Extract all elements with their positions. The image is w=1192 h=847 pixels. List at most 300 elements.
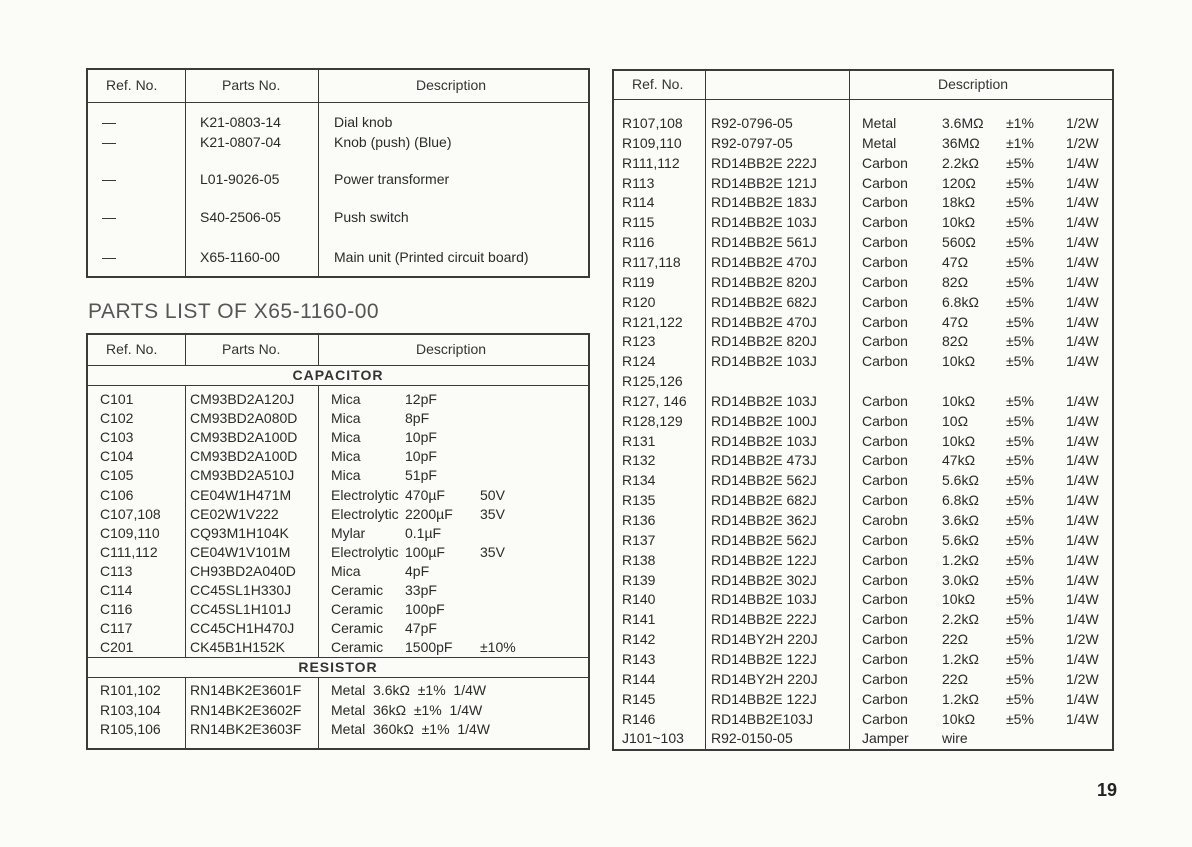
value-cell: 3.6MΩ <box>942 115 984 131</box>
table-row <box>614 252 1112 272</box>
description-cell: Metal 360kΩ ±1% 1/4W <box>331 721 490 737</box>
rating-cell: 35V <box>480 543 505 560</box>
value-cell: 100µF <box>405 543 445 560</box>
wattage-cell: 1/4W <box>1066 512 1099 528</box>
wattage-cell: 1/4W <box>1066 154 1099 171</box>
rating-cell: 35V <box>480 505 505 522</box>
table-row <box>614 312 1112 332</box>
resistor-section-header: RESISTOR <box>88 657 588 678</box>
description-cell: Main unit (Printed circuit board) <box>334 249 529 265</box>
wattage-cell: 1/4W <box>1066 194 1099 211</box>
description-cell: Power transformer <box>334 171 450 187</box>
parts-no-cell: RD14BB2E 682J <box>711 293 817 310</box>
parts-no-cell: RD14BB2E 820J <box>711 333 817 350</box>
wattage-cell: 1/4W <box>1066 551 1099 568</box>
table-row <box>88 638 588 657</box>
parts-no-cell: X65-1160-00 <box>200 249 280 265</box>
tolerance-cell: ±5% <box>1006 253 1034 270</box>
tolerance-cell: ±5% <box>1006 412 1034 429</box>
component-type-cell: Ceramic <box>331 620 384 637</box>
component-type-cell: Carbon <box>862 452 908 469</box>
parts-no-cell: RD14BB2E 122J <box>711 551 817 568</box>
parts-no-cell: CC45SL1H330J <box>190 582 292 598</box>
table-row <box>88 132 588 152</box>
ref-no-cell: R124 <box>622 353 656 370</box>
parts-no-cell: RD14BB2E103J <box>711 710 813 727</box>
table-row <box>614 728 1112 748</box>
component-type-cell: Carbon <box>862 174 908 191</box>
component-type-cell: Carbon <box>862 214 908 231</box>
ref-no-cell: R121,122 <box>622 313 683 330</box>
parts-no-cell: RD14BB2E 562J <box>711 531 817 548</box>
wattage-cell: 1/4W <box>1066 432 1099 449</box>
tolerance-cell: ±5% <box>1006 512 1034 528</box>
parts-list-title: PARTS LIST OF X65-1160-00 <box>88 300 380 323</box>
tolerance-cell: ±5% <box>1006 333 1034 350</box>
table-row <box>88 466 588 485</box>
table-row <box>614 192 1112 212</box>
ref-no-cell: R142 <box>622 631 656 648</box>
wattage-cell: 1/4W <box>1066 313 1099 330</box>
wattage-cell: 1/4W <box>1066 472 1099 489</box>
ref-no-cell: C114 <box>100 582 133 598</box>
ref-no-cell: R109,110 <box>622 134 682 151</box>
component-type-cell: Carbon <box>862 353 908 370</box>
tolerance-cell: ±5% <box>1006 432 1034 449</box>
value-cell: 22Ω <box>942 631 969 648</box>
table-row <box>614 232 1112 252</box>
ref-no-cell: C201 <box>100 639 134 656</box>
top-table-header <box>88 70 588 103</box>
component-type-cell: Carbon <box>862 293 908 310</box>
parts-no-cell: RD14BB2E 183J <box>711 194 817 211</box>
table-row <box>88 600 588 619</box>
ref-no-cell: — <box>102 134 116 150</box>
component-type-cell: Carbon <box>862 154 908 171</box>
component-type-cell: Carbon <box>862 492 908 509</box>
parts-no-cell: RD14BB2E 103J <box>711 591 817 608</box>
value-cell: 82Ω <box>942 273 969 290</box>
table-row <box>88 390 588 409</box>
component-type-cell: Mylar <box>331 524 366 541</box>
component-type-cell: Carbon <box>862 432 908 449</box>
ref-no-cell: R120 <box>622 293 656 310</box>
wattage-cell: 1/4W <box>1066 710 1099 727</box>
ref-no-cell: R138 <box>622 551 656 568</box>
table-row <box>88 720 588 739</box>
parts-no-cell: CM93BD2A100D <box>190 448 298 465</box>
value-cell: 120Ω <box>942 174 976 191</box>
ref-no-cell: R136 <box>622 512 656 528</box>
wattage-cell: 1/2W <box>1066 631 1099 648</box>
parts-no-cell: CQ93M1H104K <box>190 524 289 541</box>
component-type-cell: Carbon <box>862 472 908 489</box>
table-row <box>614 629 1112 649</box>
ref-no-cell: R131 <box>622 432 656 449</box>
parts-no-cell: RD14BB2E 682J <box>711 492 817 509</box>
parts-no-cell: RD14BB2E 103J <box>711 392 817 409</box>
component-type-cell: Carbon <box>862 690 908 707</box>
parts-no-cell: CK45B1H152K <box>190 639 285 656</box>
tolerance-cell: ±1% <box>1006 134 1034 151</box>
ref-no-cell: R123 <box>622 333 656 350</box>
header-description: Description <box>416 77 487 93</box>
header-ref-no: Ref. No. <box>106 341 158 357</box>
component-type-cell: Carbon <box>862 571 908 588</box>
wattage-cell: 1/4W <box>1066 353 1099 370</box>
value-cell: 470µF <box>405 486 445 503</box>
component-type-cell: Mica <box>331 448 361 465</box>
table-row <box>614 351 1112 371</box>
ref-no-cell: C109,110 <box>100 524 160 541</box>
value-cell: 10kΩ <box>942 432 976 449</box>
ref-no-cell: R113 <box>622 174 655 191</box>
component-type-cell: Carbon <box>862 710 908 727</box>
parts-no-cell: RD14BB2E 103J <box>711 353 817 370</box>
value-cell: 10pF <box>405 429 437 446</box>
tolerance-cell: ±5% <box>1006 690 1034 707</box>
table-row <box>614 689 1112 709</box>
wattage-cell: 1/4W <box>1066 571 1099 588</box>
ref-no-cell: — <box>102 209 116 225</box>
parts-no-cell: RD14BB2E 222J <box>711 154 817 171</box>
value-cell: 12pF <box>405 391 437 407</box>
tolerance-cell: ±5% <box>1006 313 1034 330</box>
ref-no-cell: R114 <box>622 194 655 211</box>
table-row <box>614 133 1112 153</box>
table-row <box>614 272 1112 292</box>
table-row <box>614 450 1112 470</box>
parts-no-cell: CM93BD2A120J <box>190 391 295 407</box>
value-cell: 6.8kΩ <box>942 293 979 310</box>
ref-no-cell: R146 <box>622 710 656 727</box>
value-cell: 8pF <box>405 410 430 427</box>
value-cell: 0.1µF <box>405 524 442 541</box>
parts-no-cell: CC45CH1H470J <box>190 620 295 637</box>
ref-no-cell: R139 <box>622 571 656 588</box>
ref-no-cell: C107,108 <box>100 505 161 522</box>
value-cell: 47kΩ <box>942 452 976 469</box>
header-parts-no: Parts No. <box>222 341 281 357</box>
value-cell: 33pF <box>405 582 437 598</box>
top-parts-table <box>86 68 590 278</box>
parts-no-cell: RD14BB2E 562J <box>711 472 817 489</box>
table-row <box>88 207 588 227</box>
parts-no-cell: CE04W1V101M <box>190 543 291 560</box>
wattage-cell: 1/4W <box>1066 690 1099 707</box>
component-type-cell: Mica <box>331 562 361 579</box>
ref-no-cell: R145 <box>622 690 656 707</box>
component-type-cell: Carbon <box>862 194 908 211</box>
component-type-cell: Ceramic <box>331 601 384 618</box>
right-parts-table <box>612 69 1114 751</box>
wattage-cell: 1/4W <box>1066 531 1099 548</box>
component-type-cell: Carbon <box>862 392 908 409</box>
value-cell: 36MΩ <box>942 134 980 151</box>
value-cell: 10kΩ <box>942 591 976 608</box>
parts-no-cell: CH93BD2A040D <box>190 562 296 579</box>
ref-no-cell: R135 <box>622 492 656 509</box>
parts-no-cell: RD14BB2E 222J <box>711 611 817 628</box>
parts-no-cell: R92-0797-05 <box>711 134 793 151</box>
value-cell: 3.0kΩ <box>942 571 979 588</box>
value-cell: 560Ω <box>942 234 976 251</box>
table-row <box>614 411 1112 431</box>
header-description: Description <box>416 341 487 357</box>
parts-no-cell: RD14BB2E 362J <box>711 512 817 528</box>
header-ref-no: Ref. No. <box>106 77 158 93</box>
parts-no-cell: K21-0803-14 <box>200 114 281 130</box>
table-row <box>614 173 1112 193</box>
table-row <box>88 562 588 581</box>
wattage-cell: 1/4W <box>1066 333 1099 350</box>
wattage-cell: 1/4W <box>1066 214 1099 231</box>
tolerance-cell: ±1% <box>1006 115 1034 131</box>
ref-no-cell: R134 <box>622 472 656 489</box>
value-cell: 47Ω <box>942 253 969 270</box>
tolerance-cell: ±5% <box>1006 551 1034 568</box>
parts-no-cell: S40-2506-05 <box>200 209 281 225</box>
component-type-cell: Carobn <box>862 512 908 528</box>
value-cell: 6.8kΩ <box>942 492 979 509</box>
description-cell: Knob (push) (Blue) <box>334 134 452 150</box>
ref-no-cell: C111,112 <box>100 543 158 560</box>
value-cell: 10pF <box>405 448 437 465</box>
header-ref-no: Ref. No. <box>632 76 684 92</box>
table-row <box>614 490 1112 510</box>
ref-no-cell: C113 <box>100 562 133 579</box>
tolerance-cell: ±5% <box>1006 154 1034 171</box>
page-number: 19 <box>1097 780 1118 800</box>
table-row <box>614 391 1112 411</box>
component-type-cell: Carbon <box>862 531 908 548</box>
value-cell: 10kΩ <box>942 214 976 231</box>
table-row <box>88 701 588 720</box>
ref-no-cell: R127, 146 <box>622 392 687 409</box>
parts-no-cell: RD14BB2E 122J <box>711 690 817 707</box>
ref-no-cell: R125,126 <box>622 373 683 390</box>
ref-no-cell: C101 <box>100 391 134 407</box>
parts-no-cell: RD14BB2E 121J <box>711 174 817 191</box>
component-type-cell: Carbon <box>862 551 908 568</box>
value-cell: 10kΩ <box>942 353 976 370</box>
table-row <box>88 247 588 267</box>
component-type-cell: Carbon <box>862 412 908 429</box>
right-table-header <box>614 71 1112 100</box>
table-row <box>614 153 1112 173</box>
tolerance-cell: ±5% <box>1006 472 1034 489</box>
component-type-cell: Carbon <box>862 333 908 350</box>
ref-no-cell: C103 <box>100 429 134 446</box>
table-row <box>614 609 1112 629</box>
wattage-cell: 1/4W <box>1066 452 1099 469</box>
value-cell: 5.6kΩ <box>942 472 979 489</box>
table-row <box>614 113 1112 133</box>
table-row <box>614 431 1112 451</box>
tolerance-cell: ±5% <box>1006 273 1034 290</box>
wattage-cell: 1/4W <box>1066 650 1099 667</box>
table-row <box>614 292 1112 312</box>
parts-no-cell: RD14BY2H 220J <box>711 631 818 648</box>
parts-no-cell: RD14BY2H 220J <box>711 670 818 687</box>
component-type-cell: Mica <box>331 410 361 427</box>
ref-no-cell: — <box>102 171 116 187</box>
parts-no-cell: RD14BB2E 122J <box>711 650 817 667</box>
ref-no-cell: R132 <box>622 452 656 469</box>
table-row <box>88 581 588 600</box>
ref-no-cell: R137 <box>622 531 656 548</box>
wattage-cell: 1/4W <box>1066 293 1099 310</box>
table-row <box>88 447 588 466</box>
parts-no-cell: RD14BB2E 100J <box>711 412 817 429</box>
ref-no-cell: — <box>102 114 116 130</box>
main-table-header <box>88 335 588 366</box>
table-row <box>614 371 1112 391</box>
value-cell: 1.2kΩ <box>942 551 979 568</box>
ref-no-cell: R111,112 <box>622 154 680 171</box>
tolerance-cell: ±5% <box>1006 214 1034 231</box>
component-type-cell: Carbon <box>862 273 908 290</box>
value-cell: 10Ω <box>942 412 969 429</box>
tolerance-cell: ±5% <box>1006 174 1034 191</box>
table-row <box>614 470 1112 490</box>
wattage-cell: 1/4W <box>1066 253 1099 270</box>
value-cell: 47pF <box>405 620 437 637</box>
table-row <box>614 212 1112 232</box>
component-type-cell: Mica <box>331 467 361 484</box>
ref-no-cell: R103,104 <box>100 701 161 718</box>
table-row <box>614 589 1112 609</box>
tolerance-cell: ±5% <box>1006 452 1034 469</box>
header-parts-no: Parts No. <box>222 77 281 93</box>
value-cell: 2.2kΩ <box>942 154 979 171</box>
component-type-cell: Carbon <box>862 313 908 330</box>
table-row <box>88 169 588 189</box>
component-type-cell: Mica <box>331 429 361 446</box>
ref-no-cell: C102 <box>100 410 134 427</box>
value-cell: 22Ω <box>942 670 969 687</box>
ref-no-cell: R115 <box>622 214 655 231</box>
component-type-cell: Carbon <box>862 611 908 628</box>
parts-no-cell: L01-9026-05 <box>200 171 280 187</box>
parts-no-cell: RN14BK2E3601F <box>190 682 302 698</box>
parts-no-cell: RD14BB2E 561J <box>711 234 817 251</box>
component-type-cell: Carbon <box>862 234 908 251</box>
ref-no-cell: R143 <box>622 650 656 667</box>
ref-no-cell: C117 <box>100 620 133 637</box>
table-row <box>88 524 588 543</box>
value-cell: 100pF <box>405 601 445 618</box>
table-row <box>614 510 1112 530</box>
component-type-cell: Electrolytic <box>331 543 399 560</box>
parts-no-cell: RD14BB2E 103J <box>711 214 817 231</box>
wattage-cell: 1/2W <box>1066 670 1099 687</box>
parts-no-cell: R92-0796-05 <box>711 115 793 131</box>
description-cell: Metal 3.6kΩ ±1% 1/4W <box>331 682 487 698</box>
parts-no-cell: CE02W1V222 <box>190 505 279 522</box>
wattage-cell: 1/4W <box>1066 492 1099 509</box>
wattage-cell: 1/4W <box>1066 611 1099 628</box>
value-cell: 1.2kΩ <box>942 650 979 667</box>
component-type-cell: Carbon <box>862 670 908 687</box>
tolerance-cell: ±5% <box>1006 650 1034 667</box>
description-cell: Push switch <box>334 209 409 225</box>
component-type-cell: Metal <box>862 115 897 131</box>
ref-no-cell: R116 <box>622 234 655 251</box>
wattage-cell: 1/4W <box>1066 591 1099 608</box>
ref-no-cell: R105,106 <box>100 721 161 737</box>
rating-cell: ±10% <box>480 639 516 656</box>
parts-no-cell: CM93BD2A080D <box>190 410 298 427</box>
table-row <box>88 112 588 132</box>
ref-no-cell: R101,102 <box>100 682 161 698</box>
ref-no-cell: C104 <box>100 448 134 465</box>
tolerance-cell: ±5% <box>1006 194 1034 211</box>
table-row <box>614 709 1112 729</box>
wattage-cell: 1/4W <box>1066 174 1099 191</box>
ref-no-cell: R128,129 <box>622 412 683 429</box>
value-cell: 3.6kΩ <box>942 512 979 528</box>
table-row <box>614 530 1112 550</box>
component-type-cell: Electrolytic <box>331 505 399 522</box>
table-row <box>88 681 588 700</box>
wattage-cell: 1/2W <box>1066 134 1099 151</box>
parts-no-cell: RD14BB2E 473J <box>711 452 817 469</box>
value-cell: 2.2kΩ <box>942 611 979 628</box>
tolerance-cell: ±5% <box>1006 392 1034 409</box>
value-cell: 10kΩ <box>942 710 976 727</box>
tolerance-cell: ±5% <box>1006 234 1034 251</box>
ref-no-cell: C105 <box>100 467 134 484</box>
component-type-cell: Electrolytic <box>331 486 399 503</box>
parts-no-cell: CC45SL1H101J <box>190 601 292 618</box>
value-cell: 10kΩ <box>942 392 976 409</box>
value-cell: 2200µF <box>405 505 453 522</box>
component-type-cell: Ceramic <box>331 639 384 656</box>
component-type-cell: Carbon <box>862 253 908 270</box>
parts-no-cell: CM93BD2A510J <box>190 467 295 484</box>
wattage-cell: 1/4W <box>1066 412 1099 429</box>
header-description: Description <box>938 76 1009 92</box>
ref-no-cell: R107,108 <box>622 115 683 131</box>
parts-no-cell: RD14BB2E 103J <box>711 432 817 449</box>
tolerance-cell: ±5% <box>1006 631 1034 648</box>
table-row <box>88 486 588 505</box>
value-cell: 18kΩ <box>942 194 976 211</box>
table-row <box>88 409 588 428</box>
ref-no-cell: R141 <box>622 611 656 628</box>
parts-no-cell: RD14BB2E 470J <box>711 313 817 330</box>
description-cell: Dial knob <box>334 114 393 130</box>
parts-no-cell: CM93BD2A100D <box>190 429 298 446</box>
wattage-cell: 1/4W <box>1066 273 1099 290</box>
tolerance-cell: ±5% <box>1006 591 1034 608</box>
value-cell: 1.2kΩ <box>942 690 979 707</box>
table-row <box>614 550 1112 570</box>
wattage-cell: 1/4W <box>1066 234 1099 251</box>
parts-no-cell: RD14BB2E 302J <box>711 571 817 588</box>
parts-no-cell: R92-0150-05 <box>711 730 793 747</box>
capacitor-section-header: CAPACITOR <box>88 365 588 386</box>
value-cell: 51pF <box>405 467 437 484</box>
tolerance-cell: ±5% <box>1006 353 1034 370</box>
ref-no-cell: — <box>102 249 116 265</box>
value-cell: 82Ω <box>942 333 969 350</box>
ref-no-cell: R117,118 <box>622 253 681 270</box>
table-row <box>614 669 1112 689</box>
component-type-cell: Ceramic <box>331 582 384 598</box>
tolerance-cell: ±5% <box>1006 531 1034 548</box>
